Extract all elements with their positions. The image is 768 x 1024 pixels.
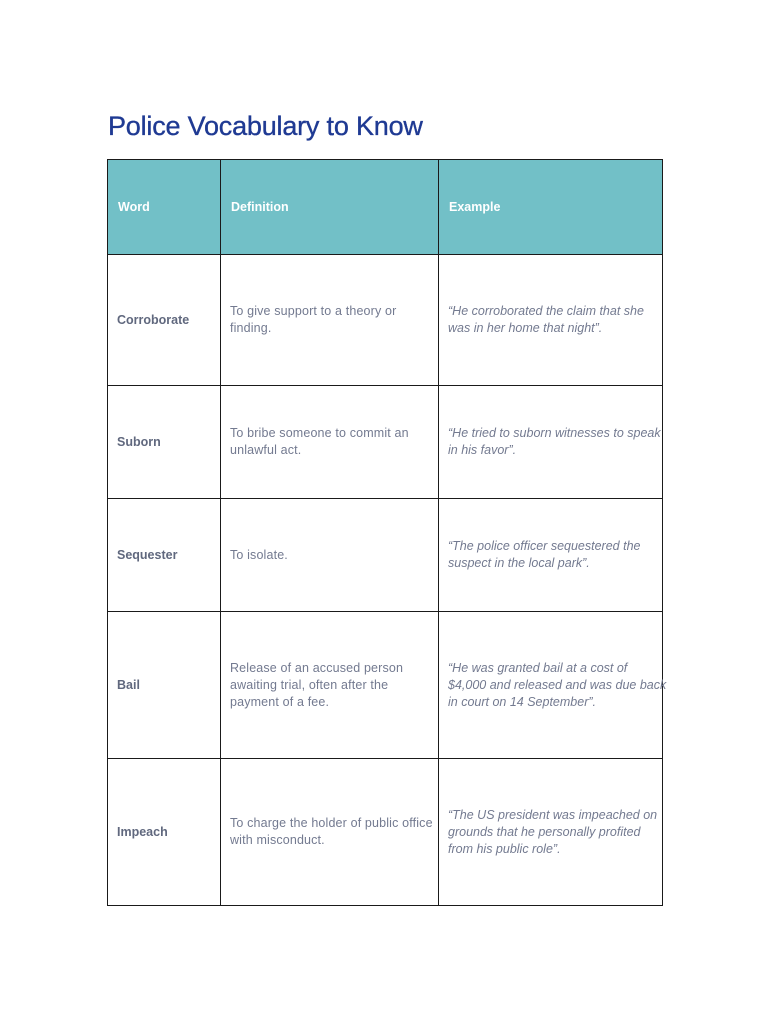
word-cell: Bail bbox=[108, 612, 221, 759]
definition-cell: To give support to a theory or finding. bbox=[221, 255, 439, 386]
example-cell bbox=[439, 612, 667, 759]
definition-cell: To charge the holder of public office with misconduct. bbox=[221, 759, 439, 906]
example-text: “The police officer sequestered the suspect in the local park”. bbox=[448, 539, 641, 570]
example-cell bbox=[439, 386, 663, 499]
table-row bbox=[108, 255, 663, 386]
word-cell: Impeach bbox=[108, 759, 221, 906]
table-row bbox=[108, 499, 663, 612]
word-cell: Suborn bbox=[108, 386, 221, 499]
example-cell bbox=[439, 255, 663, 386]
page-title: Police Vocabulary to Know bbox=[108, 111, 423, 141]
table-row bbox=[108, 386, 663, 499]
vocabulary-table bbox=[107, 159, 667, 906]
header-example: Example bbox=[439, 160, 663, 255]
header-word: Word bbox=[108, 160, 221, 255]
definition-cell: To bribe someone to commit an unlawful act. bbox=[221, 386, 439, 499]
header-definition: Definition bbox=[221, 160, 439, 255]
example-cell bbox=[439, 759, 663, 906]
table-header-row bbox=[108, 160, 663, 255]
table-row bbox=[108, 759, 663, 906]
example-text: “The US president was impeached on grounds that he personally profited from his public role”. bbox=[448, 807, 658, 856]
definition-cell: Release of an accused person awaiting trial, often after the payment of a fee. bbox=[221, 612, 439, 759]
example-cell bbox=[439, 499, 663, 612]
word-cell: Sequester bbox=[108, 499, 221, 612]
example-text: “He tried to suborn witnesses to speak in his favor”. bbox=[448, 426, 661, 457]
example-text: “He corroborated the claim that she was in her home that night”. bbox=[448, 304, 644, 335]
word-cell: Corroborate bbox=[108, 255, 221, 386]
table-row bbox=[108, 612, 663, 759]
example-text: “He was granted bail at a cost of $4,000 and released and was due back in court on 14 September”. bbox=[448, 660, 667, 709]
definition-cell: To isolate. bbox=[221, 499, 439, 612]
